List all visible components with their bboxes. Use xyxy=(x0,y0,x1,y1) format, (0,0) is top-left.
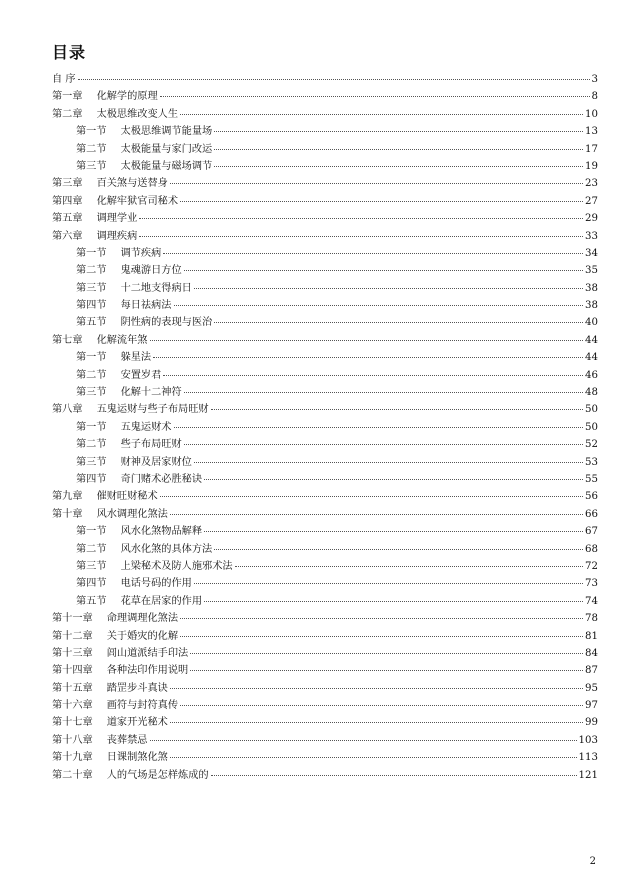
toc-chapter-entry[interactable] xyxy=(52,488,598,505)
dot-leader xyxy=(211,775,577,776)
toc-entry-title: 五鬼运财与些子布局旺财 xyxy=(96,404,209,416)
toc-chapter-entry[interactable] xyxy=(52,714,598,731)
toc-section-entry[interactable] xyxy=(52,297,598,314)
toc-entry-label: 第三节 xyxy=(76,282,107,294)
toc-entry-label: 第十一章 xyxy=(52,613,93,625)
dot-leader xyxy=(190,653,583,654)
toc-entry-title: 每日祛病法 xyxy=(120,300,172,312)
toc-section-entry[interactable] xyxy=(52,141,598,158)
toc-entry-page: 99 xyxy=(585,717,598,729)
table-of-contents xyxy=(52,71,598,784)
toc-entry-label: 第十七章 xyxy=(52,717,93,729)
toc-entry-label: 第十五章 xyxy=(52,682,93,694)
toc-entry-label: 第三节 xyxy=(76,160,107,172)
toc-entry-page: 46 xyxy=(585,369,598,381)
toc-entry-page: 72 xyxy=(585,560,598,572)
toc-chapter-entry[interactable] xyxy=(52,610,598,627)
toc-entry-title: 风水调理化煞法 xyxy=(96,508,168,520)
dot-leader xyxy=(184,392,583,393)
dot-leader xyxy=(160,496,583,497)
toc-entry-label: 第六章 xyxy=(52,230,83,242)
toc-entry-label: 第五节 xyxy=(76,595,107,607)
toc-section-entry[interactable] xyxy=(52,262,598,279)
toc-entry-page: 10 xyxy=(585,108,598,120)
toc-chapter-entry[interactable] xyxy=(52,680,598,697)
toc-entry-title: 上梁秘术及防人施邪术法 xyxy=(120,560,233,572)
toc-entry-page: 53 xyxy=(585,456,598,468)
toc-section-entry[interactable] xyxy=(52,471,598,488)
dot-leader xyxy=(170,757,577,758)
toc-entry-page: 50 xyxy=(585,404,598,416)
toc-entry-page: 38 xyxy=(585,300,598,312)
toc-entry-label: 第五章 xyxy=(52,213,83,225)
dot-leader xyxy=(180,636,583,637)
toc-entry-page: 52 xyxy=(585,439,598,451)
toc-entry-title: 五鬼运财术 xyxy=(120,421,172,433)
toc-entry-title: 画符与封符真传 xyxy=(106,700,179,712)
dot-leader xyxy=(174,305,584,306)
toc-entry-label: 第三章 xyxy=(52,178,83,190)
dot-leader xyxy=(170,722,583,723)
toc-entry-page: 66 xyxy=(585,508,598,520)
toc-entry-label: 第一节 xyxy=(76,247,107,259)
dot-leader xyxy=(139,218,583,219)
toc-entry-page: 67 xyxy=(585,526,598,538)
toc-entry-title: 百关煞与送替身 xyxy=(96,178,168,190)
toc-entry-page: 50 xyxy=(585,421,598,433)
toc-section-entry[interactable] xyxy=(52,454,598,471)
dot-leader xyxy=(150,340,584,341)
dot-leader xyxy=(211,409,583,410)
dot-leader xyxy=(163,253,583,254)
toc-section-entry[interactable] xyxy=(52,314,598,331)
toc-section-entry[interactable] xyxy=(52,575,598,592)
toc-entry-title: 化解学的原理 xyxy=(96,91,158,103)
dot-leader xyxy=(204,479,583,480)
toc-entry-title: 十二地支得病日 xyxy=(120,282,192,294)
toc-section-entry[interactable] xyxy=(52,558,598,575)
toc-entry-page: 29 xyxy=(585,213,598,225)
page-title: 目录 xyxy=(52,43,87,62)
toc-entry-title: 安置岁君 xyxy=(120,369,162,381)
toc-entry-title: 命理调理化煞法 xyxy=(106,613,179,625)
toc-chapter-entry[interactable] xyxy=(52,749,598,766)
toc-entry-page: 17 xyxy=(585,143,598,155)
dot-leader xyxy=(78,79,590,80)
dot-leader xyxy=(204,601,583,602)
toc-section-entry[interactable] xyxy=(52,593,598,610)
toc-chapter-entry[interactable] xyxy=(52,71,598,88)
toc-entry-title: 各种法印作用说明 xyxy=(106,665,189,677)
toc-entry-label: 第十四章 xyxy=(52,665,93,677)
toc-section-entry[interactable] xyxy=(52,436,598,453)
toc-entry-label: 第二节 xyxy=(76,143,107,155)
dot-leader xyxy=(163,375,583,376)
toc-entry-page: 68 xyxy=(585,543,598,555)
toc-entry-title: 躲星法 xyxy=(120,352,152,364)
toc-entry-label: 第四章 xyxy=(52,195,83,207)
toc-entry-title: 调节疾病 xyxy=(120,247,162,259)
toc-entry-title: 踏罡步斗真诀 xyxy=(106,682,168,694)
toc-entry-page: 40 xyxy=(585,317,598,329)
toc-entry-label: 第十九章 xyxy=(52,752,93,764)
toc-entry-page: 73 xyxy=(585,578,598,590)
toc-entry-page: 19 xyxy=(585,160,598,172)
toc-entry-label: 第二节 xyxy=(76,543,107,555)
toc-chapter-entry[interactable] xyxy=(52,193,598,210)
toc-entry-page: 56 xyxy=(585,491,598,503)
toc-entry-page: 81 xyxy=(585,630,598,642)
dot-leader xyxy=(139,236,583,237)
toc-entry-title: 太极思维改变人生 xyxy=(96,108,179,120)
toc-chapter-entry[interactable] xyxy=(52,332,598,349)
toc-entry-label: 第四节 xyxy=(76,578,107,590)
dot-leader xyxy=(150,740,577,741)
toc-chapter-entry[interactable] xyxy=(52,88,598,105)
dot-leader xyxy=(153,357,583,358)
toc-entry-page: 8 xyxy=(591,91,598,103)
dot-leader xyxy=(170,183,583,184)
toc-entry-title: 化解牢狱官司秘术 xyxy=(96,195,179,207)
toc-entry-page: 23 xyxy=(585,178,598,190)
toc-chapter-entry[interactable] xyxy=(52,645,598,662)
dot-leader xyxy=(184,270,583,271)
toc-entry-title: 调理疾病 xyxy=(96,230,138,242)
toc-entry-title: 太极能量与磁场调节 xyxy=(120,160,213,172)
toc-entry-title: 丧葬禁忌 xyxy=(106,734,148,746)
toc-entry-title: 日课制煞化煞 xyxy=(106,752,168,764)
toc-entry-label: 第十章 xyxy=(52,508,83,520)
toc-entry-title: 电话号码的作用 xyxy=(120,578,192,590)
dot-leader xyxy=(170,514,583,515)
toc-entry-title: 调理学业 xyxy=(96,213,138,225)
toc-section-entry[interactable] xyxy=(52,158,598,175)
dot-leader xyxy=(214,131,583,132)
toc-entry-page: 34 xyxy=(585,247,598,259)
toc-entry-page: 103 xyxy=(578,734,598,746)
toc-chapter-entry[interactable] xyxy=(52,228,598,245)
toc-entry-page: 121 xyxy=(578,769,598,781)
toc-entry-page: 84 xyxy=(585,647,598,659)
toc-entry-label: 第三节 xyxy=(76,560,107,572)
toc-entry-page: 74 xyxy=(585,595,598,607)
toc-entry-label: 第八章 xyxy=(52,404,83,416)
toc-section-entry[interactable] xyxy=(52,349,598,366)
dot-leader xyxy=(214,322,583,323)
toc-entry-label: 自 序 xyxy=(52,74,76,85)
toc-entry-page: 38 xyxy=(585,282,598,294)
dot-leader xyxy=(204,531,583,532)
toc-entry-page: 44 xyxy=(585,352,598,364)
dot-leader xyxy=(160,96,590,97)
toc-section-entry[interactable] xyxy=(52,123,598,140)
dot-leader xyxy=(214,166,583,167)
dot-leader xyxy=(235,566,583,567)
toc-section-entry[interactable] xyxy=(52,245,598,262)
toc-section-entry[interactable] xyxy=(52,541,598,558)
toc-entry-label: 第一节 xyxy=(76,352,107,364)
dot-leader xyxy=(184,444,583,445)
toc-entry-title: 太极能量与家门改运 xyxy=(120,143,213,155)
toc-entry-page: 44 xyxy=(585,334,598,346)
toc-entry-label: 第五节 xyxy=(76,317,107,329)
toc-entry-page: 87 xyxy=(585,665,598,677)
toc-chapter-entry[interactable] xyxy=(52,506,598,523)
dot-leader xyxy=(194,288,583,289)
toc-entry-page: 33 xyxy=(585,230,598,242)
toc-entry-label: 第十二章 xyxy=(52,630,93,642)
toc-entry-label: 第二节 xyxy=(76,439,107,451)
toc-chapter-entry[interactable] xyxy=(52,697,598,714)
dot-leader xyxy=(180,201,583,202)
toc-entry-title: 闾山道派结手印法 xyxy=(106,647,189,659)
toc-entry-label: 第一节 xyxy=(76,421,107,433)
dot-leader xyxy=(170,688,583,689)
toc-entry-label: 第九章 xyxy=(52,491,83,503)
toc-entry-title: 风水化煞物品解释 xyxy=(120,526,203,538)
toc-entry-title: 花草在居家的作用 xyxy=(120,595,203,607)
toc-entry-page: 35 xyxy=(585,265,598,277)
toc-entry-title: 些子布局旺财 xyxy=(120,439,182,451)
toc-entry-title: 奇门赌术必胜秘诀 xyxy=(120,473,203,485)
toc-entry-page: 97 xyxy=(585,700,598,712)
dot-leader xyxy=(194,583,583,584)
toc-chapter-entry[interactable] xyxy=(52,175,598,192)
dot-leader xyxy=(194,462,583,463)
dot-leader xyxy=(190,670,583,671)
dot-leader xyxy=(180,618,583,619)
toc-entry-title: 化解流年煞 xyxy=(96,334,148,346)
toc-section-entry[interactable] xyxy=(52,384,598,401)
toc-chapter-entry[interactable] xyxy=(52,628,598,645)
toc-chapter-entry[interactable] xyxy=(52,767,598,784)
toc-entry-title: 财神及居家财位 xyxy=(120,456,192,468)
toc-entry-title: 催财旺财秘术 xyxy=(96,491,158,503)
toc-entry-label: 第七章 xyxy=(52,334,83,346)
toc-section-entry[interactable] xyxy=(52,280,598,297)
toc-entry-title: 鬼魂游日方位 xyxy=(120,265,182,277)
toc-entry-label: 第三节 xyxy=(76,456,107,468)
toc-entry-page: 113 xyxy=(578,752,598,764)
toc-entry-page: 3 xyxy=(591,74,598,85)
toc-entry-title: 道家开光秘术 xyxy=(106,717,168,729)
toc-entry-page: 48 xyxy=(585,387,598,399)
toc-entry-label: 第三节 xyxy=(76,387,107,399)
toc-chapter-entry[interactable] xyxy=(52,401,598,418)
toc-entry-label: 第四节 xyxy=(76,473,107,485)
toc-entry-page: 13 xyxy=(585,126,598,138)
toc-entry-title: 阴性病的表现与医治 xyxy=(120,317,213,329)
toc-entry-page: 78 xyxy=(585,613,598,625)
dot-leader xyxy=(174,427,584,428)
toc-entry-page: 27 xyxy=(585,195,598,207)
dot-leader xyxy=(180,114,583,115)
dot-leader xyxy=(214,149,583,150)
toc-entry-page: 55 xyxy=(585,473,598,485)
toc-entry-label: 第二节 xyxy=(76,369,107,381)
toc-entry-label: 第二节 xyxy=(76,265,107,277)
toc-entry-title: 风水化煞的具体方法 xyxy=(120,543,213,555)
toc-section-entry[interactable] xyxy=(52,419,598,436)
toc-section-entry[interactable] xyxy=(52,523,598,540)
toc-chapter-entry[interactable] xyxy=(52,732,598,749)
toc-entry-label: 第一节 xyxy=(76,126,107,138)
toc-chapter-entry[interactable] xyxy=(52,106,598,123)
toc-entry-page: 95 xyxy=(585,682,598,694)
toc-entry-label: 第二章 xyxy=(52,108,83,120)
toc-section-entry[interactable] xyxy=(52,367,598,384)
toc-entry-label: 第一节 xyxy=(76,526,107,538)
toc-entry-label: 第四节 xyxy=(76,300,107,312)
toc-entry-label: 第十三章 xyxy=(52,647,93,659)
toc-entry-label: 第二十章 xyxy=(52,769,93,781)
toc-entry-title: 太极思维调节能量场 xyxy=(120,126,213,138)
toc-entry-title: 人的气场是怎样炼成的 xyxy=(106,769,209,781)
toc-entry-title: 关于婚灾的化解 xyxy=(106,630,179,642)
dot-leader xyxy=(214,549,583,550)
toc-entry-label: 第十八章 xyxy=(52,734,93,746)
toc-entry-label: 第一章 xyxy=(52,91,83,103)
toc-chapter-entry[interactable] xyxy=(52,210,598,227)
toc-entry-title: 化解十二神符 xyxy=(120,387,182,399)
dot-leader xyxy=(180,705,583,706)
toc-chapter-entry[interactable] xyxy=(52,662,598,679)
toc-entry-label: 第十六章 xyxy=(52,700,93,712)
page-number: 2 xyxy=(589,856,596,867)
